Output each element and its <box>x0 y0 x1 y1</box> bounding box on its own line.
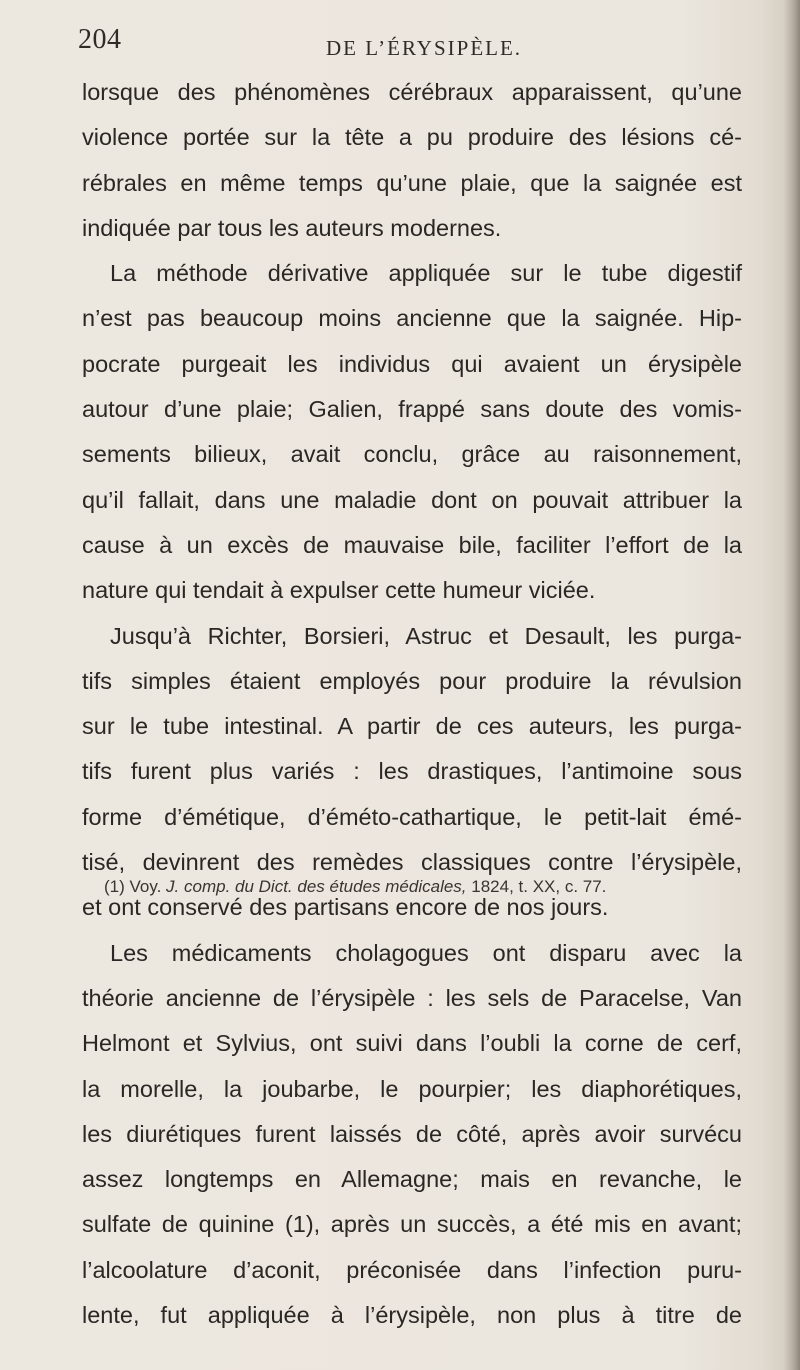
text-line: la morelle, la joubarbe, le pourpier; les diaphorétiques, <box>82 1075 742 1102</box>
text-line: autour d’une plaie; Galien, frappé sans doute des vomis- <box>82 396 742 423</box>
text-line: pocrate purgeait les individus qui avaient un érysipèle <box>82 350 742 377</box>
text-line: violence portée sur la tête a pu produire des lésions cé- <box>82 124 742 151</box>
text-line: Helmont et Sylvius, ont suivi dans l’oubli la corne de cerf, <box>82 1030 742 1057</box>
text-line: forme d’émétique, d’éméto-cathartique, le petit-lait émé- <box>82 803 742 830</box>
page-number: 204 <box>78 24 122 55</box>
text-line: lorsque des phénomènes cérébraux apparaissent, qu’une <box>82 79 742 105</box>
text-line: nature qui tendait à expulser cette humeur viciée. <box>82 577 596 604</box>
text-line: lente, fut appliquée à l’érysipèle, non plus à titre de <box>82 1302 742 1329</box>
text-line: sements bilieux, avait conclu, grâce au raisonnement, <box>82 441 742 468</box>
paragraph-start-line: Jusqu’à Richter, Borsieri, Astruc et Desault, les purga- <box>110 622 742 649</box>
text-line: indiquée par tous les auteurs modernes. <box>82 214 502 241</box>
footnote-source-title: J. comp. du Dict. des études médicales, <box>166 877 467 896</box>
running-title: DE L’ÉRYSIPÈLE. <box>326 36 523 60</box>
text-line: qu’il fallait, dans une maladie dont on pouvait attribuer la <box>82 486 742 513</box>
text-line: tifs furent plus variés : les drastiques, l’antimoine sous <box>82 758 742 785</box>
footnote-citation: 1824, t. XX, c. 77. <box>466 877 607 896</box>
text-line: théorie ancienne de l’érysipèle : les sels de Paracelse, Van <box>82 984 742 1011</box>
footnote-prefix: (1) Voy. <box>104 877 167 896</box>
paragraph-start-line: Les médicaments cholagogues ont disparu avec la <box>110 939 742 966</box>
text-line: l’alcoolature d’aconit, préconisée dans l’infection puru- <box>82 1256 742 1283</box>
text-line: tisé, devinrent des remèdes classiques contre l’érysipèle, <box>82 849 742 876</box>
paragraph-start-line: La méthode dérivative appliquée sur le tube digestif <box>110 260 742 287</box>
page-edge-shadow <box>784 0 800 1370</box>
text-line: sur le tube intestinal. A partir de ces auteurs, les purga- <box>82 713 742 740</box>
footnote <box>104 877 606 897</box>
text-line: tifs simples étaient employés pour produire la révulsion <box>82 667 742 694</box>
text-line: les diurétiques furent laissés de côté, après avoir survécu <box>82 1120 742 1147</box>
text-line: sulfate de quinine (1), après un succès, a été mis en avant; <box>82 1211 742 1238</box>
text-line: et ont conservé des partisans encore de nos jours. <box>82 894 609 921</box>
body-text <box>82 70 742 1338</box>
text-line: assez longtemps en Allemagne; mais en revanche, le <box>82 1166 742 1193</box>
running-head <box>78 20 738 60</box>
text-line: cause à un excès de mauvaise bile, faciliter l’effort de la <box>82 531 742 558</box>
text-line: rébrales en même temps qu’une plaie, que la saignée est <box>82 169 742 196</box>
text-line: n’est pas beaucoup moins ancienne que la saignée. Hip- <box>82 305 742 332</box>
